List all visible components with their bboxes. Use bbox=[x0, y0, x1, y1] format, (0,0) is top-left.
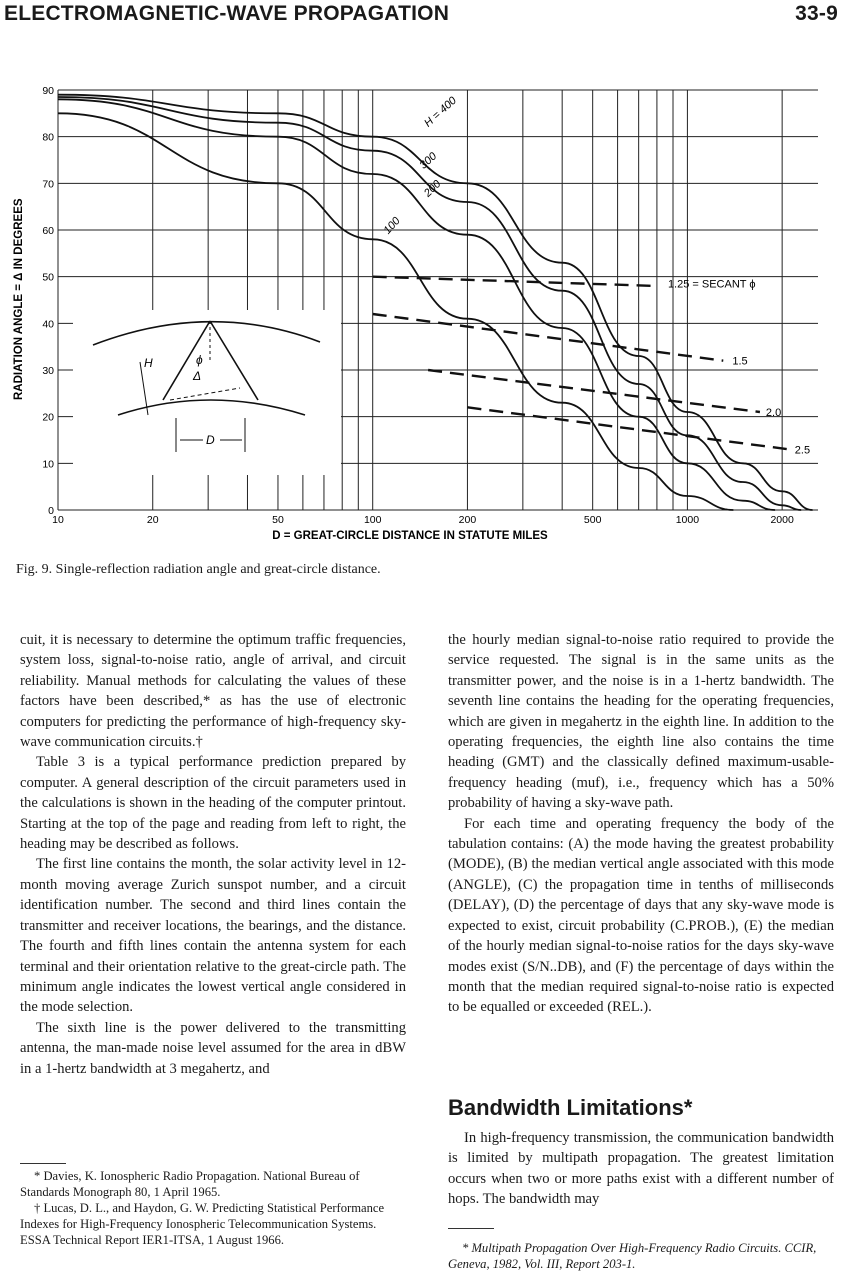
y-tick-label: 40 bbox=[42, 318, 54, 331]
geometry-inset bbox=[73, 310, 341, 475]
figure-caption: Fig. 9. Single-reflection radiation angle and great-circle distance. bbox=[16, 562, 381, 577]
x-tick-label: 500 bbox=[583, 514, 602, 526]
inset-label-phi: ϕ bbox=[196, 353, 203, 367]
curve-label: 300 bbox=[417, 150, 440, 172]
y-tick-label: 50 bbox=[42, 271, 54, 284]
x-tick-label: 100 bbox=[363, 514, 382, 526]
y-axis-label: RADIATION ANGLE = Δ IN DEGREES bbox=[13, 198, 25, 400]
paragraph: The first line contains the month, the solar activity level in 12-month moving average Zurich sunspot number, and a circuit identification number. The second and third lines contain the transmitter and receiver locations, the bearings, and the distance. The fourth and fifth lines contain the antenna system for each terminal and their orientation relative to the great-circle path. The minimum angle indicates the lowest vertical angle considered in the mode selection. bbox=[20, 856, 406, 1016]
section-body bbox=[448, 1128, 834, 1210]
secant-label: 2.0 bbox=[765, 407, 782, 419]
x-tick-label: 2000 bbox=[770, 514, 794, 526]
right-column bbox=[448, 630, 834, 1018]
y-tick-label: 10 bbox=[42, 458, 54, 471]
secant-label: 2.5 bbox=[794, 444, 811, 457]
paragraph: Table 3 is a typical performance prediction prepared by computer. A general description of the circuit parameters used in the calculations is shown in the heading of the computer printout. Starting at the top of the page and reading from left to right, the heading may be described as follows. bbox=[20, 754, 406, 853]
paragraph: For each time and operating frequency the body of the tabulation contains: (A) the mode having the greatest probability (MODE), (B) the median vertical angle associated with this mode (ANGLE), (C) the propagation time in tenths of milliseconds (DELAY), (D) the percentage of days that any sky-wave mode is expected to exist, circuit probability (C.PROB.), (E) the median of the hourly median signal-to-noise ratios for the days sky-wave modes exist (S/N..DB), and (F) the percentage of days within the month that the median required signal-to-noise ratio is expected to be equalled or exceeded (REL.). bbox=[448, 815, 834, 1016]
x-tick-label: 1000 bbox=[675, 514, 700, 526]
x-axis-label: D = GREAT-CIRCLE DISTANCE IN STATUTE MILES bbox=[272, 530, 548, 542]
x-tick-label: 50 bbox=[272, 514, 284, 526]
x-tick-label: 200 bbox=[458, 514, 477, 526]
footnote: * Davies, K. Ionospheric Radio Propagation. National Bureau of Standards Monograph 80, 1 April 1965. bbox=[20, 1169, 360, 1199]
y-tick-label: 20 bbox=[42, 411, 54, 424]
y-tick-label: 60 bbox=[42, 225, 54, 237]
paragraph: the hourly median signal-to-noise ratio required to provide the service requested. The signal is in the same units as the transmitter power, and the noise is in a 1-hertz bandwidth. The seventh line contains the heading for the operating frequencies, which are given in megahertz in the eighth line. In addition to the operating frequencies, the eighth line also contains the time heading (GMT) and the classically defined maximum-usable-frequency heading (muf), i.e., frequency which has a 50% probability of having a sky-wave path. bbox=[448, 632, 834, 812]
paragraph: In high-frequency transmission, the communication bandwidth is limited by multipath propagation. The greatest limitation occurs when two or more paths exist with a different number of hops. The bandwidth may bbox=[448, 1130, 834, 1208]
left-column bbox=[20, 630, 406, 1079]
secant-line bbox=[373, 314, 724, 361]
page-number: 33-9 bbox=[795, 2, 838, 25]
secant-line bbox=[428, 370, 760, 412]
running-header bbox=[0, 0, 846, 30]
curve-label: 100 bbox=[381, 215, 403, 237]
running-title: ELECTROMAGNETIC-WAVE PROPAGATION bbox=[4, 2, 450, 25]
y-tick-label: 30 bbox=[42, 365, 54, 377]
y-tick-label: 80 bbox=[42, 131, 54, 144]
section-heading: Bandwidth Limitations* bbox=[448, 1095, 693, 1120]
footnotes-right bbox=[448, 1240, 834, 1272]
secant-label: 1.5 bbox=[732, 355, 748, 368]
secant-line bbox=[373, 277, 657, 286]
paragraph: The sixth line is the power delivered to the transmitting antenna, the man-made noise level assumed for the area in dBW in a 1-hertz bandwidth at 3 megahertz, and bbox=[20, 1019, 406, 1077]
chart-labels bbox=[382, 94, 811, 456]
inset-label-h: H bbox=[144, 356, 153, 370]
footnote-rule bbox=[20, 1163, 66, 1164]
y-tick-label: 90 bbox=[42, 85, 54, 97]
x-tick-label: 10 bbox=[52, 514, 64, 526]
x-tick-label: 20 bbox=[146, 514, 159, 526]
curve-label: 200 bbox=[421, 178, 444, 200]
y-tick-label: 70 bbox=[42, 178, 54, 191]
figure-chart bbox=[0, 70, 846, 550]
footnote: † Lucas, D. L., and Haydon, G. W. Predicting Statistical Performance Indexes for High-Frequency Ionospheric Telecommunication Systems. ESSA Technical Report IER1-ITSA, 1 August 1966. bbox=[20, 1201, 385, 1247]
footnote: * Multipath Propagation Over High-Frequency Radio Circuits. CCIR, Geneva, 1982, Vol. III, Report 203-1. bbox=[448, 1241, 817, 1271]
footnote-rule bbox=[448, 1228, 494, 1229]
inset-label-delta: Δ bbox=[193, 369, 202, 383]
paragraph: cuit, it is necessary to determine the optimum traffic frequencies, system loss, signal-to-noise ratio, angle of arrival, and circuit reliability. Manual methods for calculating the values of these factors have been described,* as has the use of electronic computers for predicting the performance of high-frequency sky-wave communication circuits.† bbox=[20, 632, 406, 751]
curve-label: H = 400 bbox=[422, 94, 459, 130]
y-tick-label: 0 bbox=[48, 505, 54, 517]
footnotes-left bbox=[20, 1168, 406, 1248]
secant-label: 1.25 = SECANT ϕ bbox=[667, 278, 756, 291]
inset-label-d: D bbox=[206, 433, 215, 447]
